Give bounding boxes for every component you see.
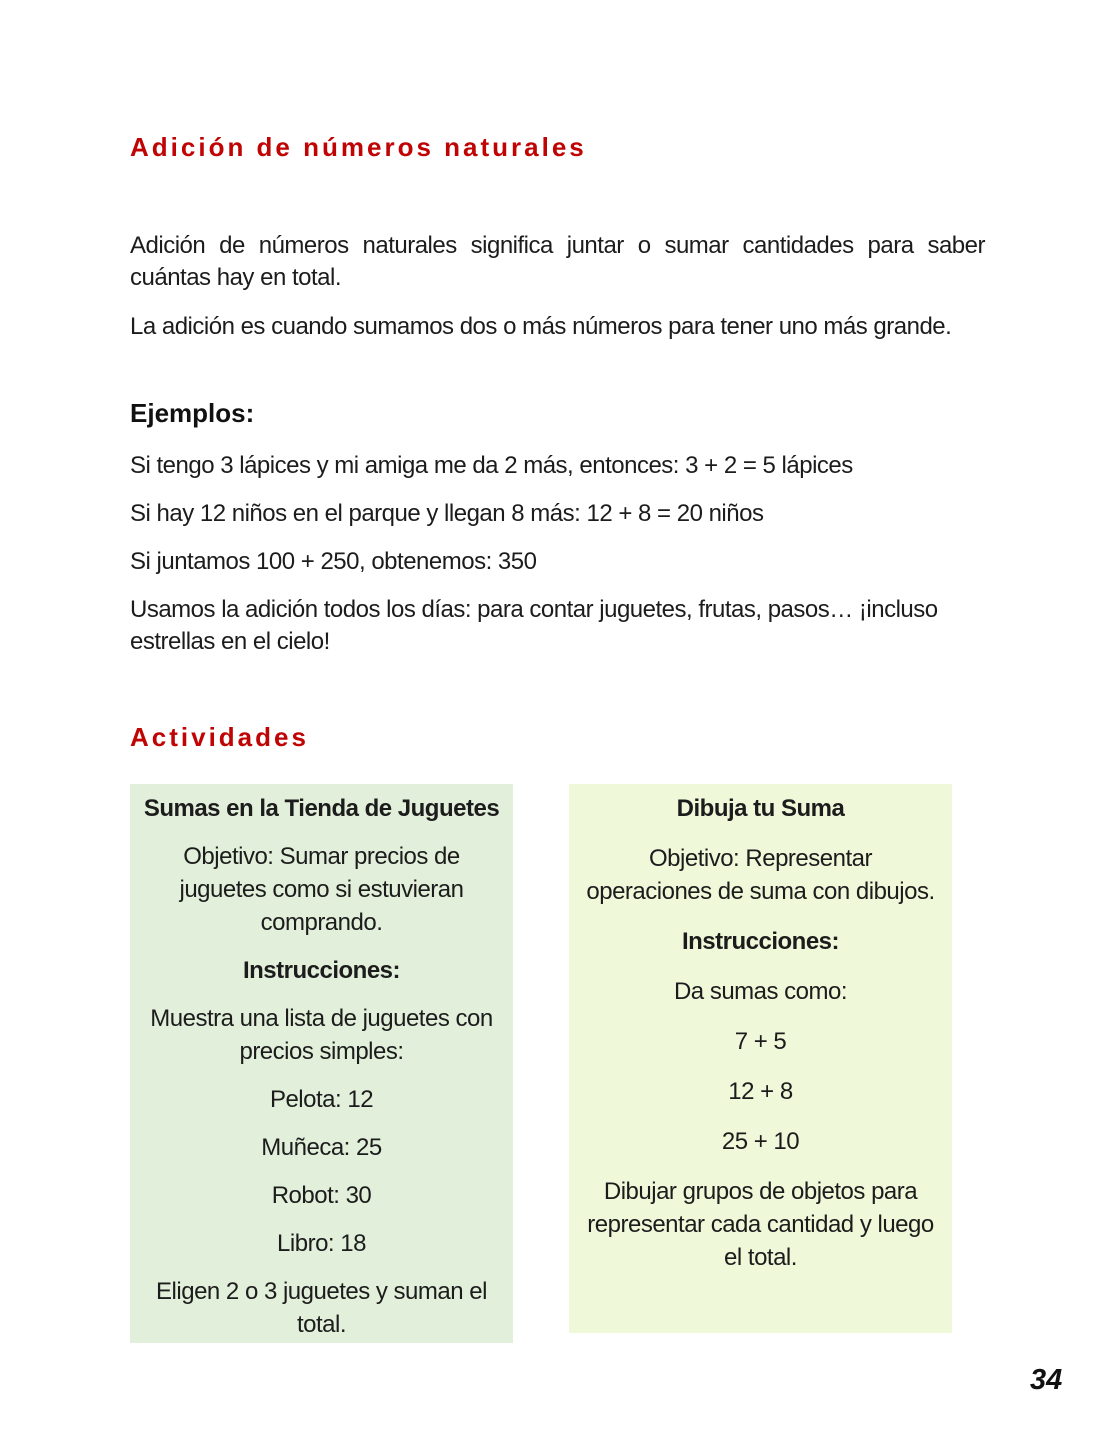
activity-title: Sumas en la Tienda de Juguetes [143,795,500,822]
page-number: 34 [1030,1364,1063,1396]
intro-paragraph [130,230,985,294]
example-children: Si hay 12 niños en el parque y llegan 8 más: 12 + 8 = 20 niños [130,500,764,527]
activity-closing: Eligen 2 o 3 juguetes y suman el total. [156,1278,487,1338]
examples-heading: Ejemplos: [130,398,255,428]
intro-paragraph-line1: Adición de números naturales significa juntar o sumar cantidades para saber [130,232,985,259]
activity-objective: Objetivo: Representar operaciones de suma con dibujos. [586,845,935,905]
example-everyday: Usamos la adición todos los días: para contar juguetes, frutas, pasos… ¡incluso estrellas en el cielo! [130,596,938,655]
sum-item-2: 12 + 8 [728,1078,793,1105]
example-pencils: Si tengo 3 lápices y mi amiga me da 2 más, entonces: 3 + 2 = 5 lápices [130,452,853,479]
activity-title: Dibuja tu Suma [676,795,845,822]
activity-instructions-intro: Da sumas como: [673,978,848,1005]
activities-heading: Actividades [130,722,309,752]
activity-instructions-label: Instrucciones: [242,957,401,984]
intro-paragraph-line2: cuántas hay en total. [130,264,341,291]
activity-instructions-label: Instrucciones: [681,928,840,955]
example-numbers: Si juntamos 100 + 250, obtenemos: 350 [130,548,537,575]
price-item-robot: Robot: 30 [271,1182,372,1209]
page-title: Adición de números naturales [130,132,587,162]
activity-instructions-intro: Muestra una lista de juguetes con precios simples: [150,1005,493,1065]
sum-item-3: 25 + 10 [721,1128,800,1155]
price-item-libro: Libro: 18 [277,1230,366,1257]
activity-card-toy-store [130,784,513,1343]
definition-paragraph: La adición es cuando sumamos dos o más números para tener uno más grande. [130,313,952,340]
activity-closing: Dibujar grupos de objetos para representar cada cantidad y luego el total. [587,1178,934,1271]
activity-objective: Objetivo: Sumar precios de juguetes como si estuvieran comprando. [179,843,464,936]
price-item-pelota: Pelota: 12 [269,1086,374,1113]
price-item-muneca: Muñeca: 25 [261,1134,382,1161]
activity-card-draw-sum [569,784,952,1333]
sum-item-1: 7 + 5 [734,1028,787,1055]
